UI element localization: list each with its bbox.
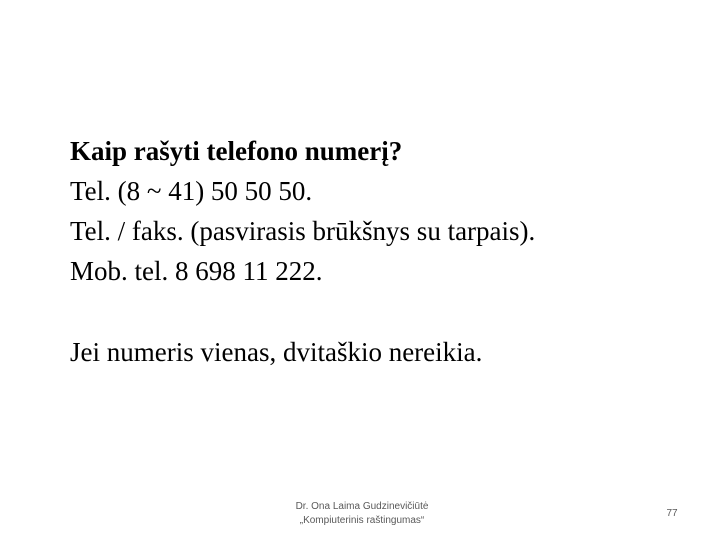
text-line-mobile: Mob. tel. 8 698 11 222. <box>70 256 323 286</box>
slide-body <box>70 131 535 372</box>
footer-author-name: Dr. Ona Laima Gudzinevičiūtė <box>295 501 429 512</box>
footer-course-title: „Kompiuterinis raštingumas“ <box>299 515 425 526</box>
text-line-phone: Tel. (8 ~ 41) 50 50 50. <box>70 176 313 206</box>
text-line-note: Jei numeris vienas, dvitaškio nereikia. <box>70 337 483 367</box>
page-number: 77 <box>666 508 678 519</box>
footer-author <box>262 500 462 528</box>
slide-heading: Kaip rašyti telefono numerį? <box>70 136 403 166</box>
text-line-fax: Tel. / faks. (pasvirasis brūkšnys su tarpais). <box>70 216 536 246</box>
